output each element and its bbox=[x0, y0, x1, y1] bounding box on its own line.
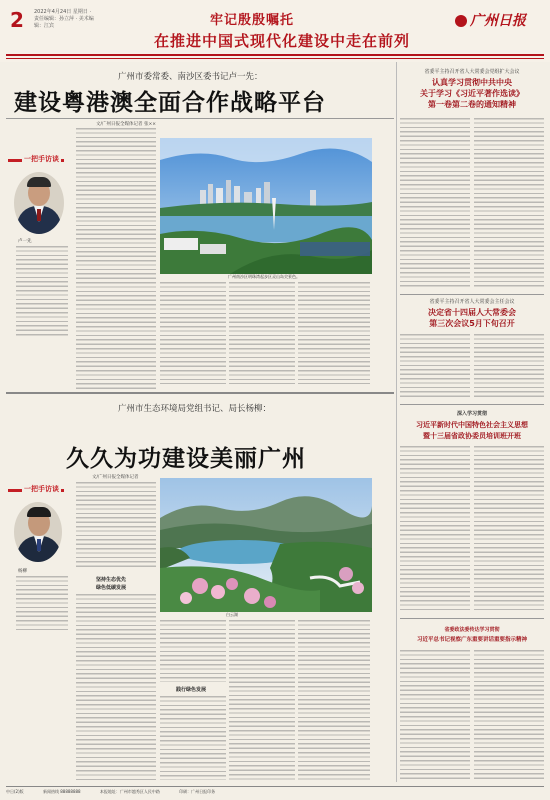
story2-intro-text bbox=[16, 576, 68, 630]
story2-byline: 文/广州日报全媒体记者 bbox=[92, 475, 139, 480]
right-article2-col1 bbox=[400, 334, 470, 398]
right-article1-title-line2: 关于学习《习近平著作选读》 bbox=[420, 89, 524, 98]
story2-body-col2 bbox=[160, 620, 226, 682]
right-article2-title-line2: 第三次会议5月下旬召开 bbox=[429, 319, 515, 328]
right-article2-col2 bbox=[474, 334, 544, 398]
right-article4-title: 习近平总书记视察广东重要讲话重要指示精神 bbox=[416, 637, 527, 643]
right-article4-col1 bbox=[400, 650, 470, 780]
story1-title: 建设粤港澳全面合作战略平台 bbox=[14, 90, 326, 116]
slogan-line2: 在推进中国式现代化建设中走在前列 bbox=[154, 32, 411, 50]
footer-item: 本报地址：广州市越秀区人民中路 bbox=[99, 789, 160, 794]
right-article1-kicker: 省委平主持召开省人大常委会党组扩大会议 bbox=[424, 69, 520, 75]
right-article1-col2 bbox=[474, 118, 544, 288]
story2-subhead3: 践行绿色发展 bbox=[176, 687, 207, 693]
divider bbox=[6, 118, 394, 119]
story1-body-col1 bbox=[76, 128, 156, 390]
right-article1-col1 bbox=[400, 118, 470, 288]
story2-title: 久久为功建设美丽广州 bbox=[66, 446, 306, 472]
story1-intro-text bbox=[16, 246, 68, 338]
page-number: 2 bbox=[10, 8, 24, 32]
slogan-line1: 牢记殷殷嘱托 bbox=[210, 13, 295, 28]
right-article3-title-line2: 暨十三届省政协委员培训班开班 bbox=[423, 432, 521, 440]
story2-portrait-name: 杨柳 bbox=[18, 569, 27, 574]
story2-body-col2b bbox=[160, 696, 226, 780]
right-article1-title-line1: 认真学习贯彻中共中央 bbox=[432, 78, 512, 87]
right-article2-title-line1: 决定省十四届人大常委会 bbox=[428, 308, 516, 317]
logo-text: 广州日报 bbox=[470, 13, 526, 29]
story2-body-col3 bbox=[229, 620, 295, 780]
story2-body-col1b bbox=[76, 594, 156, 780]
story1-body-col3 bbox=[229, 282, 295, 384]
story1-portrait-name: 卢一先 bbox=[18, 239, 32, 244]
right-article4-kicker: 省委政法委传达学习贯彻 bbox=[444, 627, 500, 633]
right-article2-kicker: 省委平主持召开省人大常委会主任会议 bbox=[429, 299, 515, 305]
footer-item: 新闻热线 88888888 bbox=[42, 789, 81, 794]
story2-body-col1 bbox=[76, 482, 156, 570]
story2-portrait bbox=[14, 502, 62, 562]
divider bbox=[400, 294, 544, 295]
right-article3-col1 bbox=[400, 446, 470, 612]
date-info: 2022年4月24日 星期日 · 责任编辑：孙立萍 · 美术编辑：江宾 bbox=[34, 9, 94, 29]
right-article3-title-line1: 习近平新时代中国特色社会主义思想 bbox=[416, 421, 528, 429]
story2-subhead1: 坚持生态优先 bbox=[96, 577, 127, 583]
column-separator bbox=[396, 62, 397, 782]
masthead bbox=[0, 0, 550, 62]
footer-item: 印刷：广州日报印务 bbox=[179, 789, 216, 794]
story1-photo bbox=[160, 138, 372, 274]
newspaper-logo bbox=[455, 10, 526, 30]
story2-body-col4 bbox=[298, 620, 370, 780]
story1-body-col4 bbox=[298, 282, 370, 384]
story1-byline: 文/广州日报全媒体记者 张×× bbox=[96, 122, 156, 127]
story1-section-label: 一把手访谈 bbox=[8, 154, 64, 168]
page-footer bbox=[6, 786, 544, 795]
right-article4-col2 bbox=[474, 650, 544, 780]
masthead-rule bbox=[6, 54, 544, 56]
footer-item: 中日(2)版 bbox=[6, 789, 24, 794]
story1-kicker: 广州市委常委、南沙区委书记卢一先： bbox=[118, 72, 263, 82]
right-article1-title-line3: 第一卷第二卷的通知精神 bbox=[428, 100, 516, 109]
story1-body-col2 bbox=[160, 282, 226, 384]
story2-photo bbox=[160, 478, 372, 612]
right-article3-kicker: 深入学习贯彻 bbox=[456, 411, 487, 417]
right-article3-col2 bbox=[474, 446, 544, 612]
divider bbox=[400, 618, 544, 619]
story1-portrait bbox=[14, 172, 64, 234]
story2-photo-caption: 白云湖 bbox=[226, 612, 238, 617]
story2-subhead2: 绿色低碳发展 bbox=[96, 585, 127, 591]
story1-photo-caption: 广州南沙区明珠湾起步区灵山岛尖景色。 bbox=[228, 274, 300, 279]
section-divider bbox=[6, 392, 394, 394]
story2-section-label: 一把手访谈 bbox=[8, 484, 64, 498]
divider bbox=[400, 404, 544, 405]
story2-kicker: 广州市生态环境局党组书记、局长杨柳： bbox=[118, 404, 272, 414]
masthead-rule-thin bbox=[6, 58, 544, 59]
logo-icon bbox=[455, 15, 467, 27]
